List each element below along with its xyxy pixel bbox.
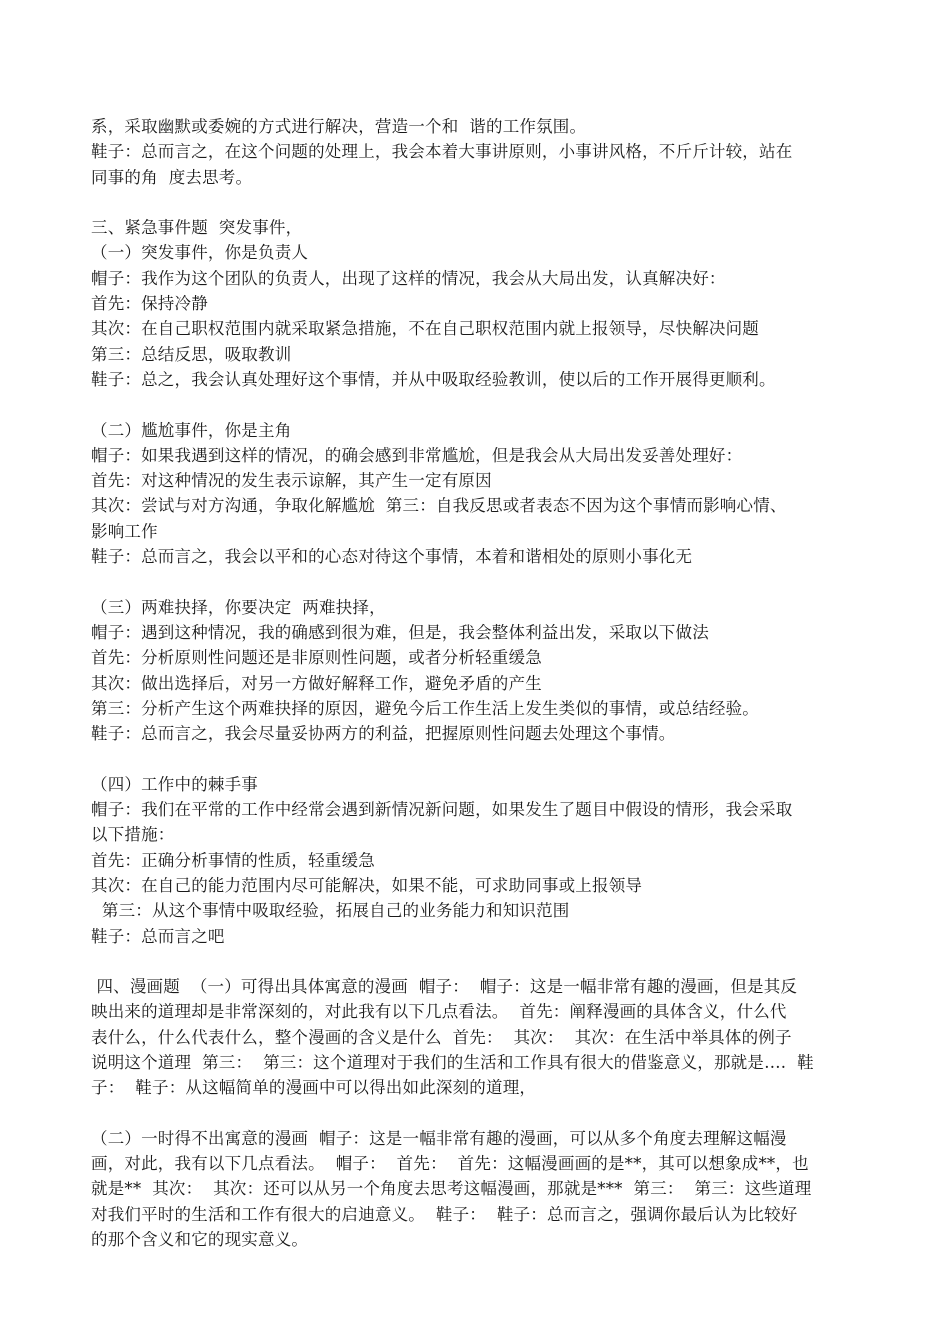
- text-line: 说明这个道理 第三： 第三：这个道理对于我们的生活和工作具有很大的借鉴意义，那就是…. 鞋: [91, 1052, 814, 1072]
- text-line: 就是** 其次： 其次：还可以从另一个角度去思考这幅漫画，那就是*** 第三： 第三：这些道理: [91, 1179, 812, 1199]
- text-line: 帽子：我们在平常的工作中经常会遇到新情况新问题，如果发生了题目中假设的情形，我会采取: [91, 800, 793, 820]
- text-line: 鞋子：总之，我会认真处理好这个事情，并从中吸取经验教训，使以后的工作开展得更顺利。: [91, 369, 776, 389]
- text-line: 其次：在自己的能力范围内尽可能解决，如果不能，可求助同事或上报领导: [91, 875, 643, 895]
- text-line: 画，对此，我有以下几点看法。 帽子： 首先： 首先：这幅漫画画的是**，其可以想象成**，也: [91, 1154, 809, 1174]
- text-line: 同事的角 度去思考。: [91, 167, 253, 187]
- text-line: 帽子：如果我遇到这样的情况，的确会感到非常尴尬，但是我会从大局出发妥善处理好：: [91, 445, 743, 465]
- text-line: 帽子：遇到这种情况，我的确感到很为难，但是，我会整体利益出发，采取以下做法: [91, 622, 709, 642]
- text-line: 表什么，什么代表什么，整个漫画的含义是什么 首先： 其次： 其次：在生活中举具体的例子: [91, 1027, 792, 1047]
- text-line: 第三：从这个事情中吸取经验，拓展自己的业务能力和知识范围: [91, 901, 570, 921]
- subsection-heading: （三）两难抉择，你要决定 两难抉择，: [91, 597, 386, 617]
- blank-line: [91, 949, 866, 974]
- section-heading: 三、紧急事件题 突发事件，: [91, 218, 303, 238]
- text-line: 鞋子：总而言之吧: [91, 926, 225, 946]
- text-line: 其次：尝试与对方沟通，争取化解尴尬 第三：自我反思或者表态不因为这个事情而影响心情、: [91, 496, 787, 516]
- blank-line: [91, 392, 866, 417]
- subsection-heading: （四）工作中的棘手事: [91, 774, 258, 794]
- text-line: 鞋子：总而言之，在这个问题的处理上，我会本着大事讲原则，小事讲风格，不斤斤计较，站在: [91, 142, 793, 162]
- text-line: 的那个含义和它的现实意义。: [91, 1230, 309, 1250]
- text-line: 其次：在自己职权范围内就采取紧急措施，不在自己职权范围内就上报领导，尽快解决问题: [91, 319, 759, 339]
- text-line: 子： 鞋子：从这幅简单的漫画中可以得出如此深刻的道理，: [91, 1078, 537, 1098]
- text-line: 鞋子：总而言之，我会以平和的心态对待这个事情，本着和谐相处的原则小事化无: [91, 547, 693, 567]
- subsection-heading: （二）尴尬事件，你是主角: [91, 420, 292, 440]
- text-line: 首先：分析原则性问题还是非原则性问题，或者分析轻重缓急: [91, 648, 542, 668]
- subsection-heading: （二）一时得不出寓意的漫画 帽子：这是一幅非常有趣的漫画，可以从多个角度去理解这幅漫: [91, 1128, 787, 1148]
- document-body: [91, 114, 866, 1252]
- text-line: 首先：正确分析事情的性质，轻重缓急: [91, 850, 375, 870]
- text-line: 对我们平时的生活和工作有很大的启迪意义。 鞋子： 鞋子：总而言之，强调你最后认为比较好: [91, 1204, 798, 1224]
- blank-line: [91, 569, 866, 594]
- subsection-heading: （一）突发事件，你是负责人: [91, 243, 309, 263]
- text-line: 第三：分析产生这个两难抉择的原因，避免今后工作生活上发生类似的事情，或总结经验。: [91, 698, 759, 718]
- text-line: 帽子：我作为这个团队的负责人，出现了这样的情况，我会从大局出发，认真解决好：: [91, 268, 726, 288]
- text-line: 影响工作: [91, 521, 158, 541]
- blank-line: [91, 190, 866, 215]
- blank-line: [91, 746, 866, 771]
- text-line: 第三：总结反思，吸取教训: [91, 344, 292, 364]
- section-heading: 四、漫画题 （一）可得出具体寓意的漫画 帽子： 帽子：这是一幅非常有趣的漫画，但是其反: [91, 977, 798, 997]
- text-line: 其次：做出选择后，对另一方做好解释工作，避免矛盾的产生: [91, 673, 542, 693]
- text-line: 首先：对这种情况的发生表示谅解，其产生一定有原因: [91, 471, 492, 491]
- text-line: 鞋子：总而言之，我会尽量妥协两方的利益，把握原则性问题去处理这个事情。: [91, 724, 676, 744]
- text-line: 系，采取幽默或委婉的方式进行解决，营造一个和 谐的工作氛围。: [91, 117, 587, 136]
- blank-line: [91, 1101, 866, 1126]
- text-line: 首先：保持冷静: [91, 294, 208, 314]
- text-line: 以下措施：: [91, 825, 175, 845]
- text-line: 映出来的道理却是非常深刻的，对此我有以下几点看法。 首先：阐释漫画的具体含义，什么代: [91, 1002, 787, 1022]
